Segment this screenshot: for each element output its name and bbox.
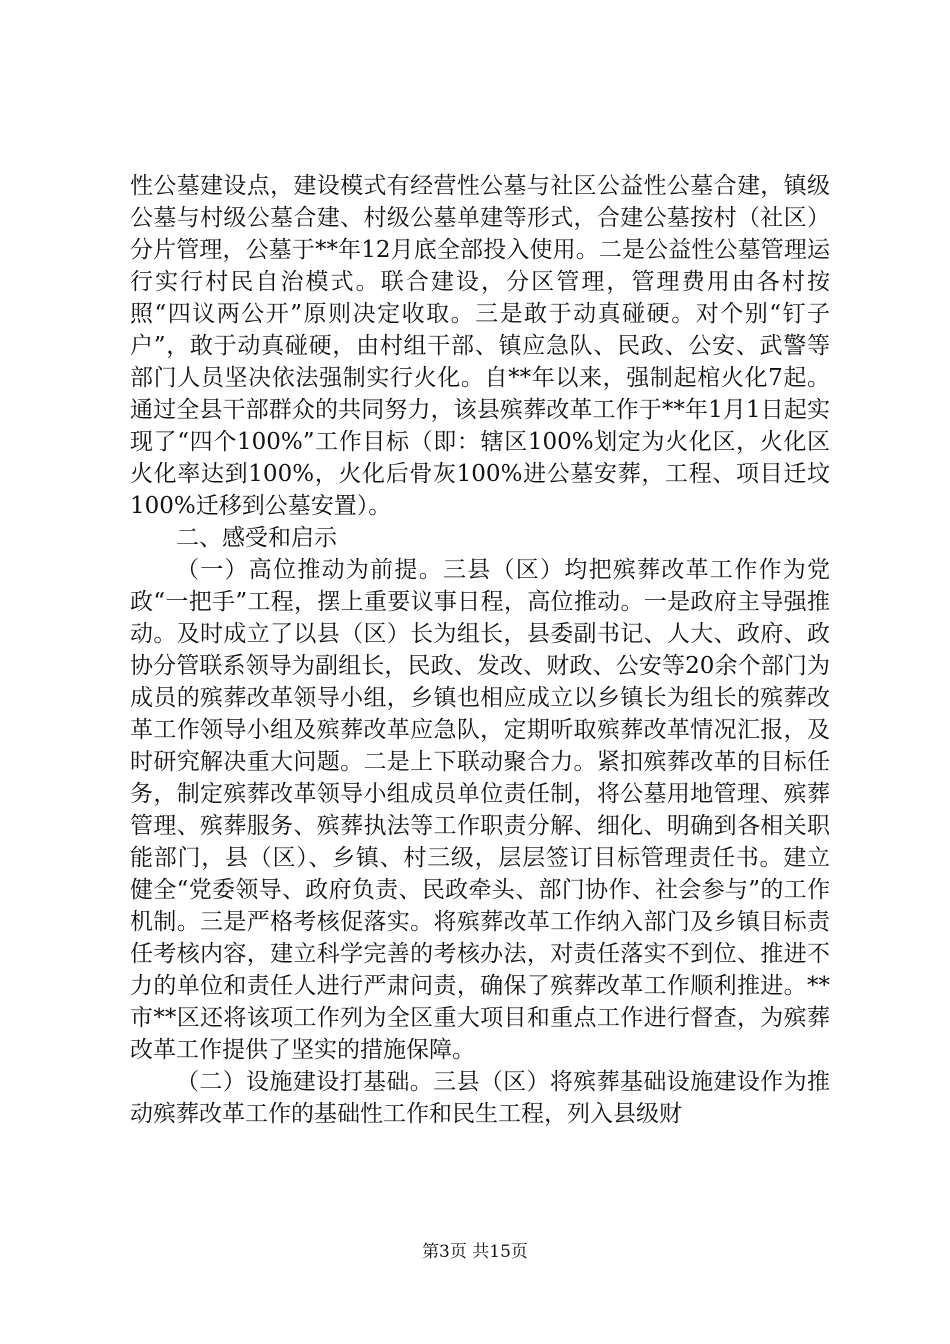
page-footer: 第3页 共15页 — [422, 1242, 528, 1262]
paragraph-continuation: 性公墓建设点，建设模式有经营性公墓与社区公益性公墓合建，镇级公墓与村级公墓合建、村级公墓单建等形式，合建公墓按村（社区）分片管理，公墓于**年12月底全部投入使用。二是公益性公墓管理运行实行村民自治模式。联合建设，分区管理，管理费用由各村按照“四议两公开”原则决定收取。三是敢于动真碰硬。对个别“钉子户”，敢于动真碰硬，由村组干部、镇应急队、民政、公安、武警等部门人员坚决依法强制实行火化。自**年以来，强制起棺火化7起。通过全县干部群众的共同努力，该县殡葬改革工作于**年1月1日起实现了“四个100%”工作目标（即：辖区100%划定为火化区，火化区火化率达到100%，火化后骨灰100%进公墓安葬，工程、项目迁坟100%迁移到公墓安置）。 — [130, 173, 830, 519]
paragraph-infrastructure: （二）设施建设打基础。三县（区）将殡葬基础设施建设作为推动殡葬改革工作的基础性工作和民生工程，列入县级财 — [130, 1069, 830, 1127]
paragraph-high-level-push: （一）高位推动为前提。三县（区）均把殡葬改革工作作为党政“一把手”工程，摆上重要议事日程，高位推动。一是政府主导强推动。及时成立了以县（区）长为组长，县委副书记、人大、政府、政协分管联系领导为副组长，民政、发改、财政、公安等20余个部门为成员的殡葬改革领导小组，乡镇也相应成立以乡镇长为组长的殡葬改革工作领导小组及殡葬改革应急队，定期听取殡葬改革情况汇报，及时研究解决重大问题。二是上下联动聚合力。紧扣殡葬改革的目标任务，制定殡葬改革领导小组成员单位责任制，将公墓用地管理、殡葬管理、殡葬服务、殡葬执法等工作职责分解、细化、明确到各相关职能部门，县（区）、乡镇、村三级，层层签订目标管理责任书。建立健全“党委领导、政府负责、民政牵头、部门协作、社会参与”的工作机制。三是严格考核促落实。将殡葬改革工作纳入部门及乡镇目标责任考核内容，建立科学完善的考核办法，对责任落实不到位、推进不力的单位和责任人进行严肃问责，确保了殡葬改革工作顺利推进。**市**区还将该项工作列为全区重大项目和重点工作进行督查，为殡葬改革工作提供了坚实的措施保障。 — [130, 557, 830, 1063]
section-heading: 二、感受和启示 — [176, 525, 337, 551]
document-body — [130, 170, 830, 1130]
